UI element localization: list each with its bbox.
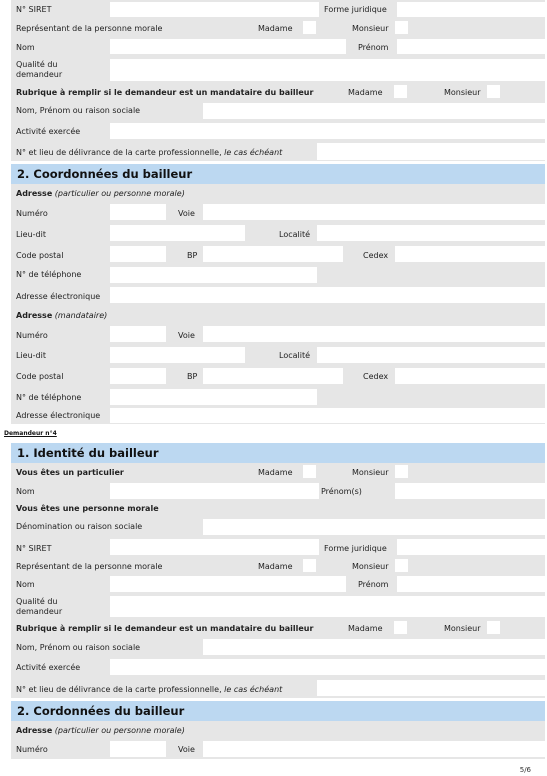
label-email-mandataire: Adresse électronique xyxy=(16,411,101,420)
row-rubrique xyxy=(11,84,545,101)
label-adresse: Adresse (particulier ou personne morale) xyxy=(16,189,185,198)
qualite-field[interactable] xyxy=(110,59,545,81)
row-qualite xyxy=(11,56,545,84)
row-email-mandataire xyxy=(11,407,545,424)
row-carte-pro xyxy=(11,141,545,161)
label-siret: N° SIRET xyxy=(16,5,52,14)
label-code-postal-mandataire: Code postal xyxy=(16,372,64,381)
siret-field[interactable] xyxy=(110,2,319,17)
row-numero-voie-2 xyxy=(11,739,545,759)
row-code-postal-mandataire xyxy=(11,365,545,387)
label-cedex: Cedex xyxy=(363,251,389,260)
label-rubrique: Rubrique à remplir si le demandeur est un mandataire du bailleur xyxy=(16,88,314,97)
row-nom xyxy=(11,37,545,56)
bp-mandataire-field[interactable] xyxy=(203,368,343,384)
label-prenom: Prénom xyxy=(358,43,389,52)
monsieur-mandataire-2-checkbox[interactable] xyxy=(487,621,500,634)
label-prenom-2: Prénom xyxy=(358,580,389,589)
label-voie: Voie xyxy=(178,209,195,218)
nom-particulier-field[interactable] xyxy=(110,483,319,499)
label-madame-particulier: Madame xyxy=(258,468,293,477)
qualite-2-field[interactable] xyxy=(110,596,545,617)
row-nom-prenom-raison-2 xyxy=(11,637,545,657)
row-adresse-2 xyxy=(11,721,545,739)
row-qualite-2 xyxy=(11,593,545,620)
monsieur-2-checkbox[interactable] xyxy=(395,559,408,572)
section-title-coordonnees: 2. Coordonnées du bailleur xyxy=(17,167,193,181)
voie-field[interactable] xyxy=(203,204,545,220)
voie-mandataire-field[interactable] xyxy=(203,326,545,342)
section-title-identite: 1. Identité du bailleur xyxy=(17,446,159,460)
row-activite-2 xyxy=(11,657,545,678)
monsieur-particulier-checkbox[interactable] xyxy=(395,465,408,478)
label-cedex-mandataire: Cedex xyxy=(363,372,389,381)
demandeur-heading: Demandeur n°4 xyxy=(4,430,57,437)
label-voie-mandataire: Voie xyxy=(178,331,195,340)
code-postal-mandataire-field[interactable] xyxy=(110,368,166,384)
label-monsieur-mandataire-2: Monsieur xyxy=(444,624,481,633)
label-madame-mandataire: Madame xyxy=(348,88,383,97)
label-particulier: Vous êtes un particulier xyxy=(16,468,124,477)
label-forme-juridique-2: Forme juridique xyxy=(324,544,387,553)
row-representant xyxy=(11,18,545,37)
madame-mandataire-checkbox[interactable] xyxy=(394,85,407,98)
row-nom-particulier xyxy=(11,482,545,500)
row-activite xyxy=(11,120,545,141)
lieu-dit-field[interactable] xyxy=(110,225,245,241)
label-qualite-1: Qualité du xyxy=(16,60,58,69)
row-adresse xyxy=(11,184,545,202)
email-mandataire-field[interactable] xyxy=(110,408,545,423)
madame-2-checkbox[interactable] xyxy=(303,559,316,572)
label-numero-2: Numéro xyxy=(16,745,48,754)
localite-mandataire-field[interactable] xyxy=(317,347,545,363)
label-nom-prenom-raison-2: Nom, Prénom ou raison sociale xyxy=(16,643,141,652)
numero-mandataire-field[interactable] xyxy=(110,326,166,342)
numero-field[interactable] xyxy=(110,204,166,220)
label-adresse-mandataire: Adresse (mandataire) xyxy=(16,311,108,320)
monsieur-mandataire-checkbox[interactable] xyxy=(487,85,500,98)
section-title-coordonnees-2: 2. Cordonnées du bailleur xyxy=(17,704,185,718)
label-monsieur-particulier: Monsieur xyxy=(352,468,389,477)
section-header-coordonnees-2 xyxy=(11,701,545,721)
row-particulier xyxy=(11,463,545,482)
code-postal-field[interactable] xyxy=(110,246,166,262)
forme-juridique-2-field[interactable] xyxy=(397,539,545,555)
row-personne-morale xyxy=(11,500,545,517)
row-lieu-dit xyxy=(11,223,545,244)
label-localite: Localité xyxy=(279,230,311,239)
row-siret xyxy=(11,0,545,18)
label-madame-mandataire-2: Madame xyxy=(348,624,383,633)
siret-2-field[interactable] xyxy=(110,539,319,555)
label-rubrique-2: Rubrique à remplir si le demandeur est un mandataire du bailleur xyxy=(16,624,314,633)
label-telephone-mandataire: N° de téléphone xyxy=(16,393,82,402)
row-rubrique-2 xyxy=(11,620,545,637)
label-bp: BP xyxy=(187,251,198,260)
nom-2-field[interactable] xyxy=(110,576,346,592)
row-numero-voie-mandataire xyxy=(11,324,545,345)
row-nom-2 xyxy=(11,575,545,593)
label-email: Adresse électronique xyxy=(16,292,101,301)
row-numero-voie xyxy=(11,202,545,223)
row-denomination xyxy=(11,517,545,537)
label-prenoms: Prénom(s) xyxy=(321,487,362,496)
row-nom-prenom-raison xyxy=(11,101,545,120)
localite-field[interactable] xyxy=(317,225,545,241)
label-activite: Activité exercée xyxy=(16,127,81,136)
row-representant-2 xyxy=(11,557,545,575)
section-header-identite xyxy=(11,443,545,463)
monsieur-checkbox[interactable] xyxy=(395,21,408,34)
cedex-mandataire-field[interactable] xyxy=(395,368,545,384)
label-lieu-dit-mandataire: Lieu-dit xyxy=(16,351,46,360)
label-monsieur: Monsieur xyxy=(352,24,389,33)
label-madame: Madame xyxy=(258,24,293,33)
telephone-mandataire-field[interactable] xyxy=(110,389,317,405)
row-telephone xyxy=(11,265,545,285)
section-header-coordonnees xyxy=(11,164,545,184)
row-carte-pro-2 xyxy=(11,678,545,698)
label-nom: Nom xyxy=(16,43,35,52)
label-localite-mandataire: Localité xyxy=(279,351,311,360)
row-code-postal xyxy=(11,244,545,265)
prenom-2-field[interactable] xyxy=(397,576,545,592)
row-telephone-mandataire xyxy=(11,387,545,407)
label-monsieur-mandataire: Monsieur xyxy=(444,88,481,97)
row-lieu-dit-mandataire xyxy=(11,345,545,365)
label-qualite-2: demandeur xyxy=(16,70,63,79)
label-representant: Représentant de la personne morale xyxy=(16,24,163,33)
label-nom-prenom-raison: Nom, Prénom ou raison sociale xyxy=(16,106,141,115)
label-madame-2: Madame xyxy=(258,562,293,571)
label-monsieur-2: Monsieur xyxy=(352,562,389,571)
madame-checkbox[interactable] xyxy=(303,21,316,34)
label-code-postal: Code postal xyxy=(16,251,64,260)
label-nom-2: Nom xyxy=(16,580,35,589)
cedex-field[interactable] xyxy=(395,246,545,262)
activite-2-field[interactable] xyxy=(110,659,545,675)
row-adresse-mandataire xyxy=(11,306,545,324)
row-email xyxy=(11,285,545,306)
label-bp-mandataire: BP xyxy=(187,372,198,381)
page-number: 5/6 xyxy=(519,766,531,774)
voie-2-field[interactable] xyxy=(203,741,545,757)
carte-pro-field[interactable] xyxy=(317,143,545,160)
telephone-field[interactable] xyxy=(110,267,317,283)
label-lieu-dit: Lieu-dit xyxy=(16,230,46,239)
nom-field[interactable] xyxy=(110,39,346,54)
madame-mandataire-2-checkbox[interactable] xyxy=(394,621,407,634)
numero-2-field[interactable] xyxy=(110,741,166,757)
carte-pro-2-field[interactable] xyxy=(317,680,545,696)
activite-field[interactable] xyxy=(110,123,545,139)
label-carte-pro: N° et lieu de délivrance de la carte professionnelle, le cas échéant xyxy=(16,148,283,157)
row-siret-2 xyxy=(11,537,545,557)
label-carte-pro-2: N° et lieu de délivrance de la carte professionnelle, le cas échéant xyxy=(16,685,283,694)
label-qualite-2a: Qualité du xyxy=(16,597,58,606)
label-representant-2: Représentant de la personne morale xyxy=(16,562,163,571)
email-field[interactable] xyxy=(110,287,545,303)
madame-particulier-checkbox[interactable] xyxy=(303,465,316,478)
label-numero: Numéro xyxy=(16,209,48,218)
label-personne-morale: Vous êtes une personne morale xyxy=(16,504,159,513)
label-siret-2: N° SIRET xyxy=(16,544,52,553)
prenoms-field[interactable] xyxy=(395,483,545,499)
denomination-field[interactable] xyxy=(203,519,545,535)
label-nom-particulier: Nom xyxy=(16,487,35,496)
prenom-field[interactable] xyxy=(397,39,545,54)
lieu-dit-mandataire-field[interactable] xyxy=(110,347,245,363)
label-numero-mandataire: Numéro xyxy=(16,331,48,340)
label-forme-juridique: Forme juridique xyxy=(324,5,387,14)
nom-prenom-raison-field[interactable] xyxy=(203,103,545,119)
forme-juridique-field[interactable] xyxy=(397,2,545,17)
label-activite-2: Activité exercée xyxy=(16,663,81,672)
label-adresse-2: Adresse (particulier ou personne morale) xyxy=(16,726,185,735)
bp-field[interactable] xyxy=(203,246,343,262)
label-voie-2: Voie xyxy=(178,745,195,754)
nom-prenom-raison-2-field[interactable] xyxy=(203,639,545,655)
label-telephone: N° de téléphone xyxy=(16,270,82,279)
label-qualite-2b: demandeur xyxy=(16,607,63,616)
label-denomination: Dénomination ou raison sociale xyxy=(16,522,143,531)
